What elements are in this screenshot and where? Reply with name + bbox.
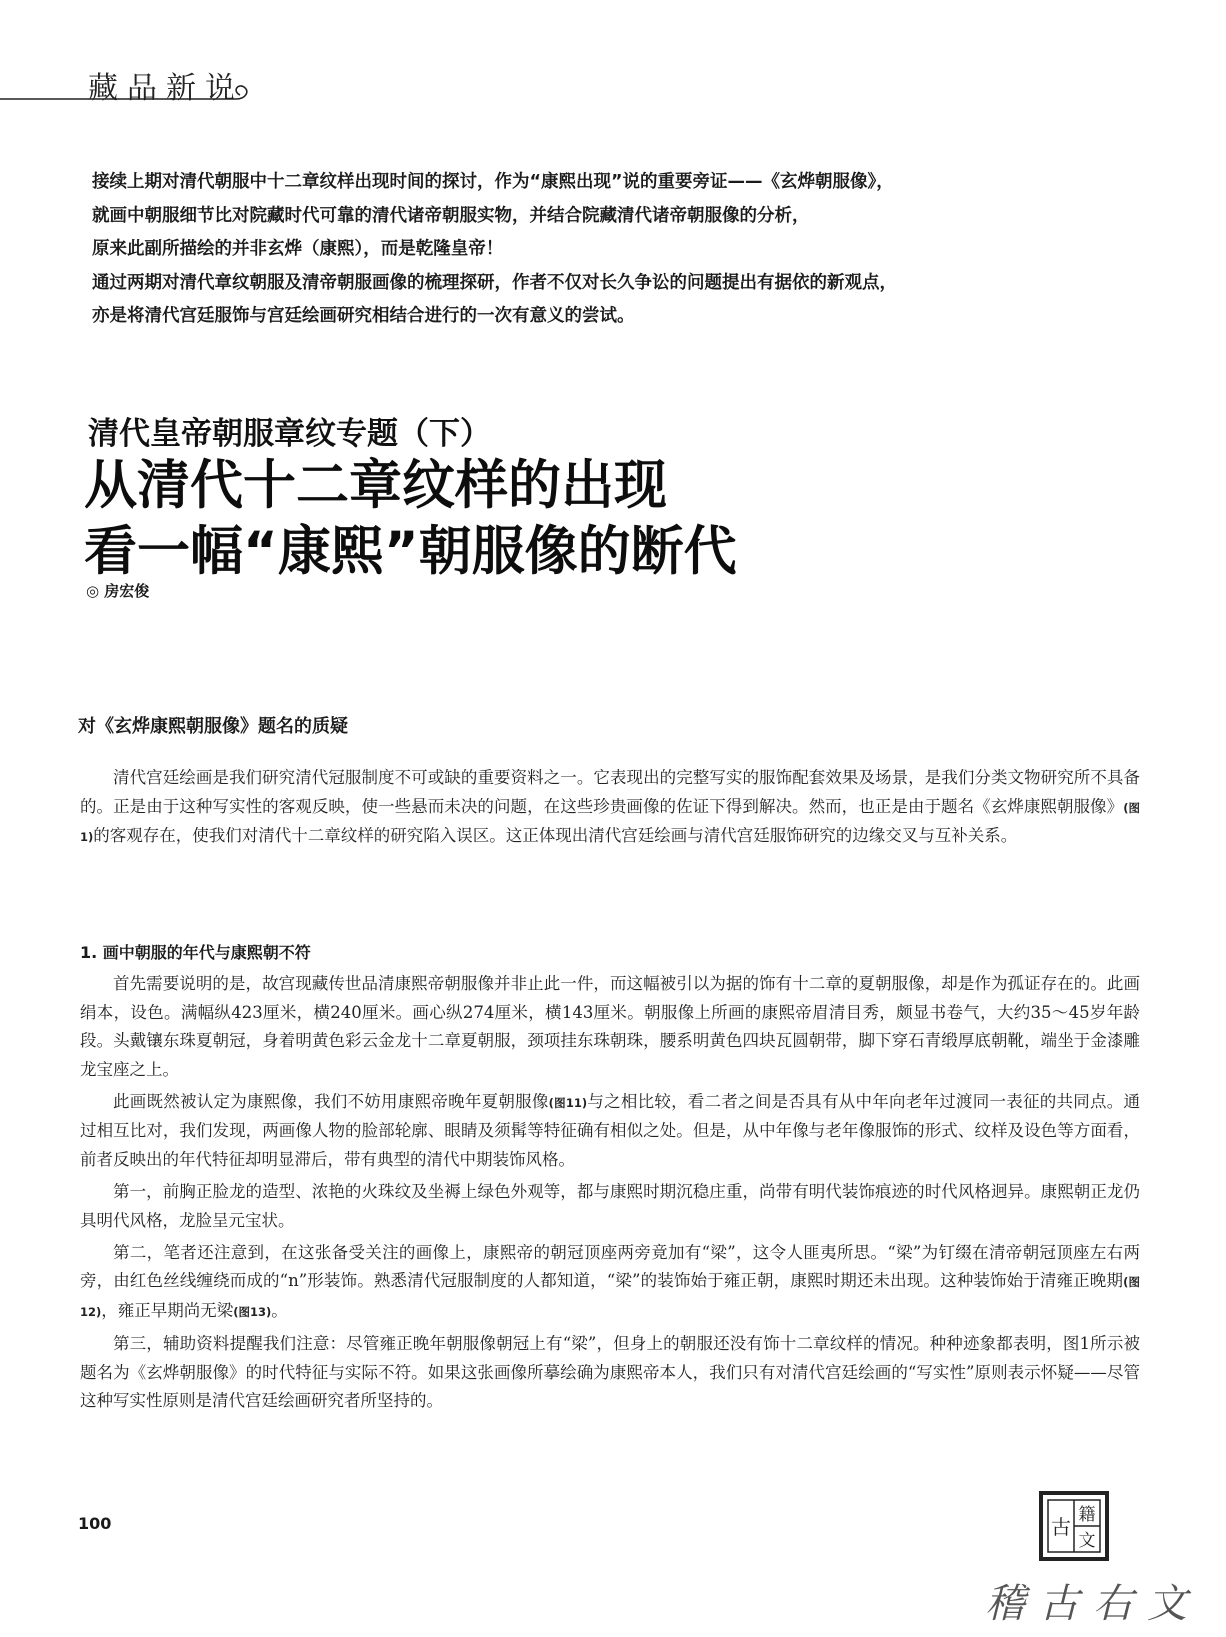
paragraph: 第一，前胸正脸龙的造型、浓艳的火珠纹及坐褥上绿色外观等，都与康熙时期沉稳庄重，尚带有明代装饰痕迹的时代风格迥异。康熙朝正龙仍具明代风格，龙脸呈元宝状。 — [80, 1182, 1140, 1230]
paragraph: 第三，辅助资料提醒我们注意：尽管雍正晚年朝服像朝冠上有“梁”，但身上的朝服还没有饰十二章纹样的情况。种种迹象都表明，图1所示被题名为《玄烨朝服像》的时代特征与实际不符。如果这张画像所摹绘确为康熙帝本人，我们只有对清代宫廷绘画的“写实性”原则表示怀疑——尽管这种写实性原则是清代宫廷绘画研究者所坚持的。 — [80, 1334, 1140, 1411]
paragraph — [80, 1088, 1140, 1175]
seal-stamp-logo — [1038, 1490, 1110, 1562]
series-title: 清代皇帝朝服章纹专题（下） — [88, 416, 491, 452]
text-run: 与之相比较，看二者之间是否具有从中年向老年过渡同一表征的共同点。通过相互比对，我们发现，两画像人物的脸部轮廓、眼睛及须髯等特征确有相似之处。但是，从中年像与老年像服饰的形式、纹样及设色等方面看，前者反映出的年代特征却明显滞后，带有典型的清代中期装饰风格。 — [80, 1091, 1141, 1170]
text-run: 。 — [271, 1301, 288, 1321]
svg-text:籍: 籍 — [1078, 1505, 1096, 1525]
text-run: ，雍正早期尚无梁 — [101, 1301, 234, 1321]
article-title-line2: 看一幅“康熙”朝服像的断代 — [84, 521, 737, 582]
page-number: 100 — [78, 1514, 112, 1533]
text-run: 此画既然被认定为康熙像，我们不妨用康熙帝晚年夏朝服像 — [113, 1091, 549, 1111]
intro-line: 通过两期对清代章纹朝服及清帝朝服画像的梳理探研，作者不仅对长久争讼的问题提出有据依的新观点， — [92, 272, 897, 293]
author-byline: ◎ 房宏俊 — [86, 582, 150, 600]
column-header — [0, 55, 270, 105]
article-title — [84, 453, 1164, 585]
section-heading: 对《玄烨康熙朝服像》题名的质疑 — [78, 716, 348, 737]
text-run: 清代宫廷绘画是我们研究清代冠服制度不可或缺的重要资料之一。它表现出的完整写实的服饰配套效果及场景，是我们分类文物研究所不具备的。正是由于这种写实性的客观反映，使一些悬而未决的问题，在这些珍贵画像的佐证下得到解决。然而，也正是由于题名《玄烨康熙朝服像》 — [80, 768, 1140, 816]
intro-line: 接续上期对清代朝服中十二章纹样出现时间的探讨，作为“康熙出现”说的重要旁证——《玄烨朝服像》， — [92, 172, 894, 192]
subsection-heading: 1. 画中朝服的年代与康熙朝不符 — [80, 943, 311, 962]
figure-ref: (图1) — [80, 800, 1141, 844]
intro-line: 亦是将清代宫廷服饰与宫廷绘画研究相结合进行的一次有意义的尝试。 — [92, 306, 635, 326]
intro-line: 原来此副所描绘的并非玄烨（康熙），而是乾隆皇帝！ — [92, 239, 504, 259]
body-text — [80, 970, 1140, 1419]
paragraph: 首先需要说明的是，故宫现藏传世品清康熙帝朝服像并非止此一件，而这幅被引以为据的饰有十二章的夏朝服像，却是作为孤证存在的。此画绢本，设色。满幅纵423厘米，横240厘米。画心纵274厘米，横143厘米。朝服像上所画的康熙帝眉清目秀，颇显书卷气，大约35～45岁年龄段。头戴镶东珠夏朝冠，身着明黄色彩云金龙十二章夏朝服，颈项挂东珠朝珠，腰系明黄色四块瓦圆朝带，脚下穿石青缎厚底朝靴，端坐于金漆雕龙宝座之上。 — [80, 974, 1140, 1079]
svg-text:古: 古 — [1051, 1515, 1071, 1539]
article-title-line1: 从清代十二章纹样的出现 — [84, 455, 667, 516]
column-name: 藏品新说 — [88, 71, 244, 106]
text-run: 的客观存在，使我们对清代十二章纹样的研究陷入误区。这正体现出清代宫廷绘画与清代宫廷服饰研究的边缘交叉与互补关系。 — [93, 826, 1018, 845]
svg-text:文: 文 — [1078, 1531, 1096, 1551]
figure-ref: (图12) — [80, 1275, 1140, 1320]
watermark-text: 稽古右文 — [985, 1581, 1201, 1627]
paragraph — [80, 1239, 1140, 1327]
figure-ref: (图11) — [548, 1095, 588, 1110]
intro-abstract — [92, 166, 1152, 334]
text-run: 第二，笔者还注意到，在这张备受关注的画像上，康熙帝的朝冠顶座两旁竟加有“梁”，这令人匪夷所思。“梁”为钉缀在清帝朝冠顶座左右两旁，由红色丝线缠绕而成的“n”形装饰。熟悉清代冠服制度的人都知道，“梁”的装饰始于雍正朝，康熙时期还未出现。这种装饰始于清雍正晚期 — [80, 1242, 1140, 1291]
intro-line: 就画中朝服细节比对院藏时代可靠的清代诸帝朝服实物，并结合院藏清代诸帝朝服像的分析， — [92, 205, 810, 226]
figure-ref: (图13) — [233, 1305, 272, 1320]
paragraph — [80, 764, 1140, 852]
